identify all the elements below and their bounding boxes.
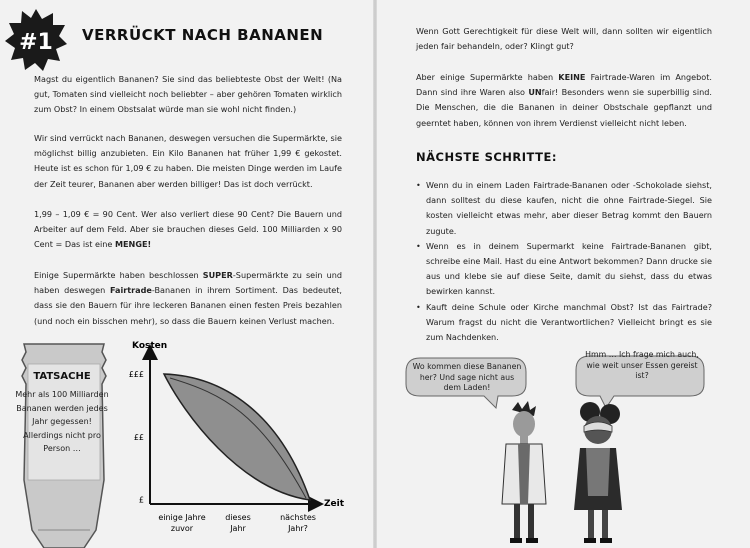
right-paragraph-2-text-b: Fairtrade-Waren im Angebot. Dann sind ihre Waren also (416, 72, 712, 98)
y-tick-label: £ (138, 495, 144, 505)
children-illustration (484, 400, 634, 548)
x-tick-label: zuvor (170, 524, 194, 533)
paragraph-4-text-a: Einige Supermärkte haben beschlossen (34, 270, 203, 280)
cost-chart (120, 334, 350, 548)
chapter-heading: VERRÜCKT NACH BANANEN (82, 26, 324, 44)
paragraph-3 (34, 207, 342, 253)
x-tick-label: Jahr (230, 524, 246, 533)
right-paragraph-2-text-a: Aber einige Supermärkte haben (416, 72, 559, 82)
fact-title: TATSACHE (33, 371, 91, 382)
paragraph-4-bold-fairtrade: Fairtrade (109, 285, 152, 296)
boy-figure (502, 401, 546, 543)
paragraph-4-text-b: -Supermärkte zu sein und haben deswegen (34, 270, 342, 296)
x-tick-label: nächstes (280, 513, 316, 522)
x-tick-label: dieses (225, 513, 251, 522)
fact-text: Mehr als 100 Milliarden Bananen werden jedes Jahr gegessen! Allerdings nicht pro Person … (15, 390, 109, 454)
paragraph-4 (34, 268, 342, 329)
starburst-icon (4, 8, 68, 72)
banana-area-mark (164, 374, 310, 500)
right-paragraph-2-bold-un: UN (528, 87, 542, 98)
next-steps-heading: NÄCHSTE SCHRITTE: (416, 150, 557, 164)
y-axis-label: Kosten (132, 341, 168, 351)
right-paragraph-2-bold-keine: KEINE (558, 72, 586, 82)
list-item: • Wenn du in einem Laden Fairtrade-Bananen oder -Schokolade siehst, dann solltest du diese kaufen, nicht die ohne Fairtrade-Siegel. Sie kosten vielleicht etwas mehr, aber dieser Betrag kommt den Bauern zugute. (416, 178, 712, 239)
y-tick-label: ££ (133, 432, 144, 442)
right-paragraph-1: Wenn Gott Gerechtigkeit für diese Welt will, dann sollten wir eigentlich jeden fair behandeln, oder? Klingt gut? (416, 26, 712, 52)
paragraph-1: Magst du eigentlich Bananen? Sie sind das beliebteste Obst der Welt! (Na gut, Tomaten sind vielleicht noch beliebter – aber gehören Tomaten wirklich zum Obst? In einem Obstsalat würde man sie wohl nicht finden.) (34, 74, 342, 115)
x-tick-label: Jahr? (288, 524, 308, 533)
badge-label: #1 (19, 30, 53, 55)
paragraph-3-emphasis: MENGE! (114, 239, 152, 250)
paragraph-4-bold-super: SUPER (202, 270, 233, 280)
right-paragraph-2 (416, 70, 712, 131)
list-item: • Wenn es in deinem Supermarkt keine Fairtrade-Bananen gibt, schreibe eine Mail. Hast du eine Antwort bekommen? Dann drucke sie aus und klebe sie auf diese Seite, damit du siehst, dass du etwas bewirken kannst. (416, 239, 712, 300)
girl-figure (574, 402, 622, 543)
paragraph-4-text-c: -Bananen in ihrem Sortiment. Das bedeutet, dass sie den Bauern für ihre leckeren Bananen einen festen Preis bezahlen (und noch ein bisschen mehr), so dass die Bauern keinen Verlust machen. (34, 285, 343, 326)
x-axis-label: Zeit (324, 499, 345, 509)
paragraph-3-text: 1,99 – 1,09 € = 90 Cent. Wer also verliert diese 90 Cent? Die Bauern und Arbeiter auf dem Feld. Aber sie brauchen dieses Geld. 100 Milliarden x 90 Cent = Das ist eine (34, 209, 342, 250)
list-item: • Kauft deine Schule oder Kirche manchmal Obst? Ist das Fairtrade? Warum fragst du nicht die Verantwortlichen? Vielleicht bringt es sie zum Nachdenken. (416, 300, 712, 346)
right-paragraph-2-text-c: fair! Besonders wenn sie superbillig sind. Die Menschen, die die Bananen in deiner Obstschale gepflanzt und geerntet haben, können von ihrem Verdienst vielleicht nicht leben. (416, 87, 712, 128)
y-tick-label: £££ (128, 370, 144, 379)
speech-text-right: Hmm … Ich frage mich auch, wie weit unser Essen gereist ist? (585, 350, 699, 380)
chapter-badge (4, 8, 68, 72)
x-tick-label: einige Jahre (158, 513, 206, 522)
paragraph-2: Wir sind verrückt nach Bananen, deswegen versuchen die Supermärkte, sie möglichst billig anzubieten. Ein Kilo Bananen hat früher 1,99 € gekostet. Heute ist es schon für 1,09 € zu haben. Die meisten Dinge werden im Laufe der Zeit teurer, Bananen aber werden billiger! Das ist doch verrückt. (34, 133, 342, 189)
speech-text-left: Wo kommen diese Bananen her? Und sage nicht aus dem Laden! (412, 362, 522, 392)
next-steps-list (416, 178, 712, 345)
